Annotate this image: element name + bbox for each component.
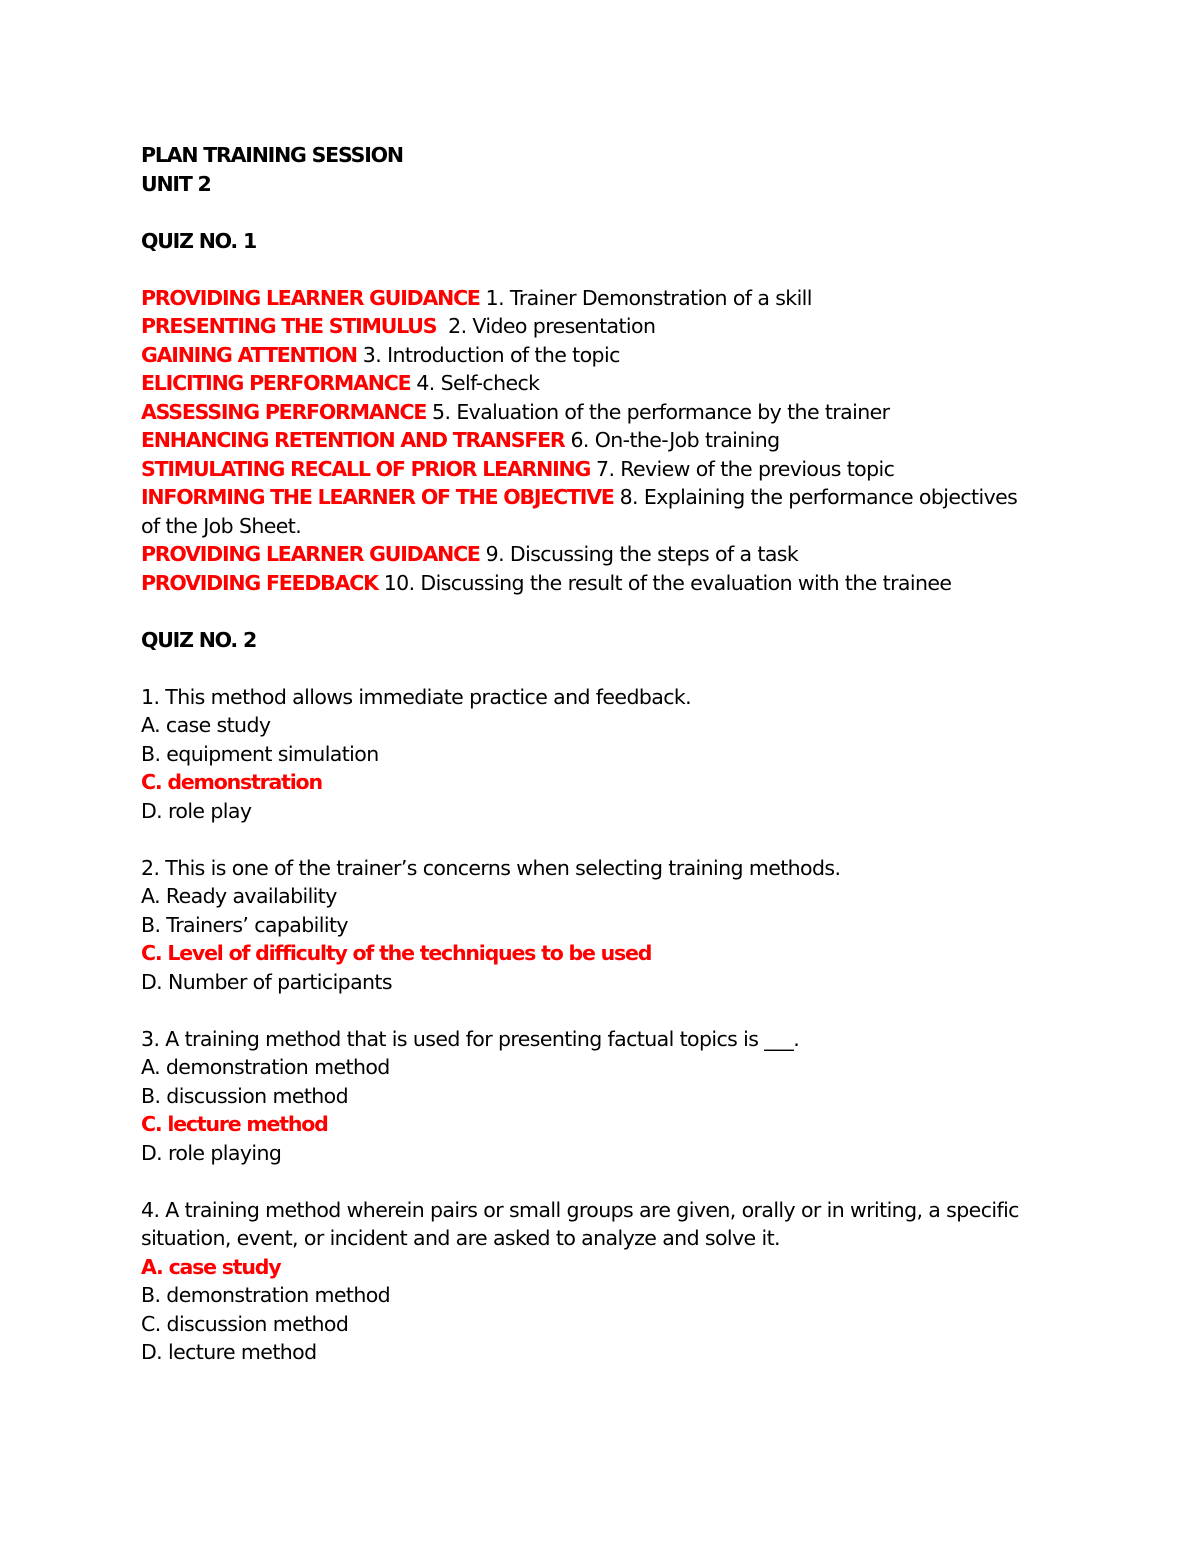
option: A. demonstration method [141, 1055, 390, 1079]
quiz1-list [141, 284, 1041, 598]
question-text: 1. This method allows immediate practice and feedback. [141, 684, 692, 709]
option: D. Number of participants [141, 969, 392, 994]
quiz1-item [141, 398, 1041, 427]
quiz2-title: QUIZ NO. 2 [141, 627, 257, 652]
quiz1-text: 2. Video presentation [436, 314, 656, 338]
quiz1-answer: ENHANCING RETENTION AND TRANSFER [141, 428, 565, 452]
quiz1-text: 8. Explaining the performance objectives of the Job Sheet. [141, 485, 1018, 538]
quiz1-title: QUIZ NO. 1 [141, 228, 257, 253]
option: B. Trainers’ capability [141, 912, 348, 937]
spacer [141, 825, 1041, 854]
option-correct: C. lecture method [141, 1112, 328, 1136]
quiz1-item [141, 455, 1041, 484]
quiz1-answer: PROVIDING FEEDBACK [141, 570, 378, 595]
option: D. role playing [141, 1140, 282, 1165]
quiz1-answer: GAINING ATTENTION [141, 342, 357, 367]
spacer [141, 996, 1041, 1025]
quiz1-item [141, 284, 1041, 313]
question-text: 3. A training method that is used for presenting factual topics is ___. [141, 1026, 800, 1051]
quiz2-question-block [141, 683, 1041, 826]
option-correct: A. case study [141, 1254, 281, 1279]
option: D. role play [141, 798, 252, 823]
quiz1-text: 7. Review of the previous topic [590, 456, 895, 481]
quiz1-answer: PROVIDING LEARNER GUIDANCE [141, 542, 480, 566]
question-text: 4. A training method wherein pairs or small groups are given, orally or in writing, a specific situation, event, or incident and are asked to analyze and solve it. [141, 1197, 1019, 1250]
quiz1-text: 1. Trainer Demonstration of a skill [479, 285, 812, 310]
question-text: 2. This is one of the trainer’s concerns when selecting training methods. [141, 855, 841, 880]
option: C. discussion method [141, 1311, 349, 1336]
quiz1-answer: STIMULATING RECALL OF PRIOR LEARNING [141, 456, 591, 481]
option: B. demonstration method [141, 1283, 391, 1307]
quiz1-text: 5. Evaluation of the performance by the trainer [426, 399, 890, 424]
option: D. lecture method [141, 1340, 317, 1364]
option-correct: C. Level of difficulty of the techniques to be used [141, 941, 652, 965]
quiz2-question-block [141, 1025, 1041, 1168]
spacer [141, 255, 1041, 284]
quiz1-text: 10. Discussing the result of the evaluation with the trainee [377, 570, 952, 595]
unit-label: UNIT 2 [141, 171, 211, 196]
option: A. case study [141, 713, 271, 737]
option: B. equipment simulation [141, 741, 379, 766]
spacer [141, 198, 1041, 227]
quiz1-text: 4. Self-check [410, 371, 540, 395]
document-title: PLAN TRAINING SESSION [141, 143, 403, 167]
quiz1-text: 6. On-the-Job training [564, 428, 780, 452]
quiz1-text: 9. Discussing the steps of a task [479, 542, 799, 566]
quiz1-answer: PRESENTING THE STIMULUS [141, 314, 437, 338]
document-page [141, 141, 1041, 1367]
quiz1-item [141, 341, 1041, 370]
spacer [141, 597, 1041, 626]
quiz1-item [141, 369, 1041, 398]
spacer [141, 1167, 1041, 1196]
option-correct: C. demonstration [141, 770, 322, 794]
quiz1-item [141, 426, 1041, 455]
quiz1-answer: PROVIDING LEARNER GUIDANCE [141, 285, 480, 310]
option: A. Ready availability [141, 884, 337, 908]
quiz2-question-block [141, 854, 1041, 997]
quiz1-item [141, 569, 1041, 598]
spacer [141, 654, 1041, 683]
option: B. discussion method [141, 1083, 349, 1108]
quiz1-item [141, 483, 1021, 540]
quiz1-answer: ELICITING PERFORMANCE [141, 371, 411, 395]
quiz1-answer: INFORMING THE LEARNER OF THE OBJECTIVE [141, 485, 614, 509]
quiz1-item [141, 312, 1041, 341]
quiz1-item [141, 540, 1041, 569]
quiz1-text: 3. Introduction of the topic [356, 342, 620, 367]
quiz2-question-block [141, 1196, 1041, 1367]
quiz1-answer: ASSESSING PERFORMANCE [141, 399, 427, 424]
